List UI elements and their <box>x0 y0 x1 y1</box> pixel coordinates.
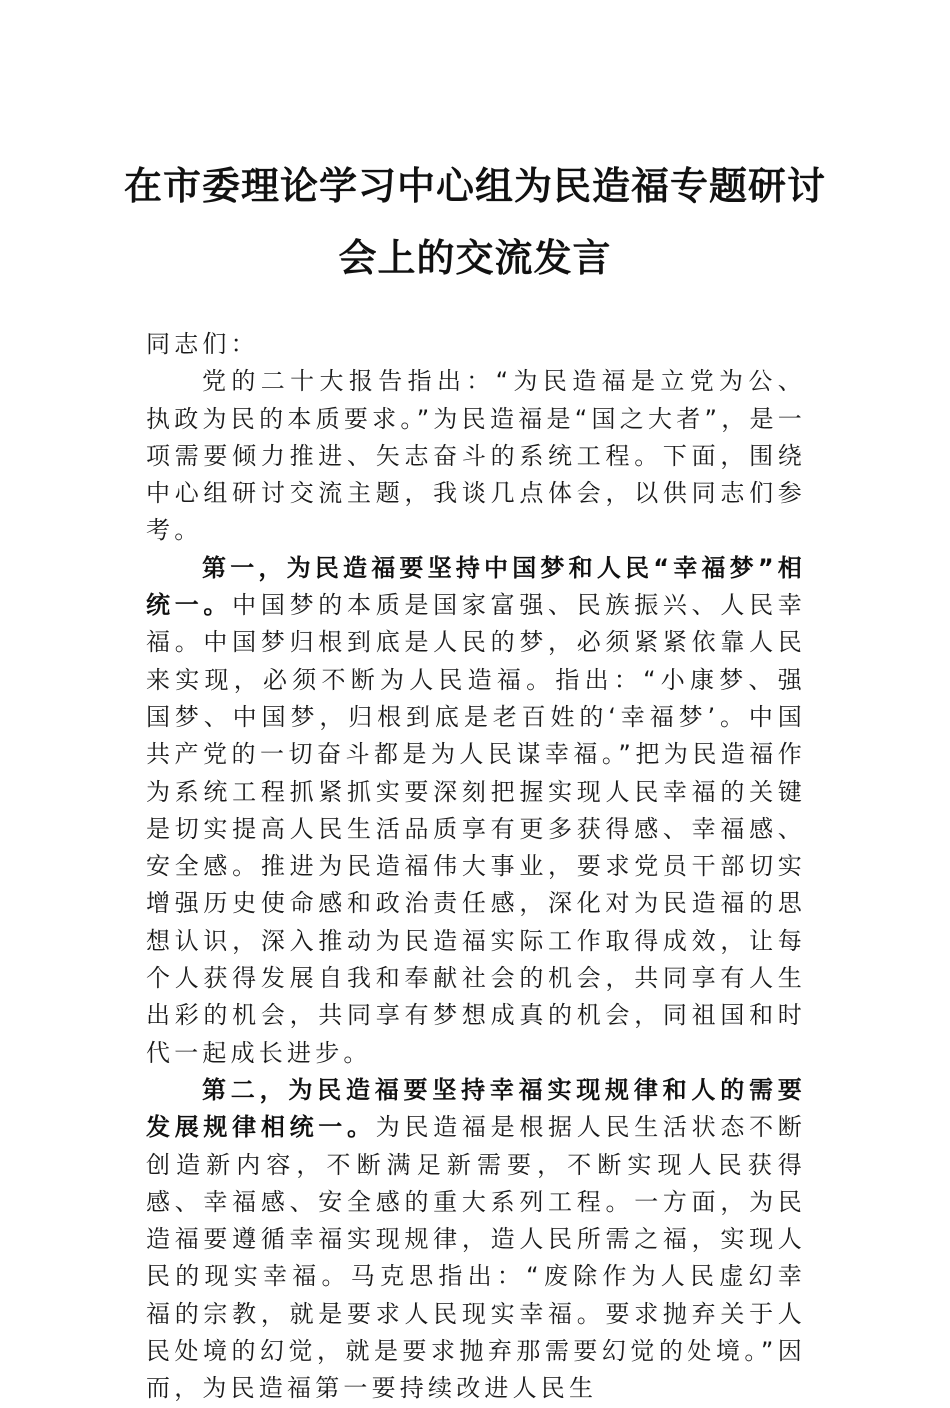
document-title-line-2: 会上的交流发言 <box>338 235 612 280</box>
section-1-lead: 第一，为民造福要坚持中国梦和人民“幸福梦”相统一。 <box>146 553 806 620</box>
section-2-body: 为民造福是根据人民生活状态不断创造新内容，不断满足新需要，不断实现人民获得感、幸福感、安全感的重大系列工程。一方面，为民造福要遵循幸福实现规律，造人民所需之福，实现人民的现实幸福。马克思指出：“废除作为人民虚幻幸福的宗教，就是要求人民现实幸福。要求抛弃关于人民处境的幻觉，就是要求抛弃那需要幻觉的处境。”因而，为民造福第一要持续改进人民生 <box>146 1113 806 1403</box>
salutation: 同志们： <box>146 330 259 358</box>
section-1-paragraph <box>146 550 806 1072</box>
document-title-line-1: 在市委理论学习中心组为民造福专题研讨 <box>123 163 826 208</box>
section-2-paragraph <box>146 1072 806 1408</box>
intro-paragraph: 党的二十大报告指出：“为民造福是立党为公、执政为民的本质要求。”为民造福是“国之大者”，是一项需要倾力推进、矢志奋斗的系统工程。下面，围绕中心组研讨交流主题，我谈几点体会，以供同志们参考。 <box>146 367 806 545</box>
section-2-lead: 第二，为民造福要坚持幸福实现规律和人的需要发展规律相统一。 <box>146 1075 806 1142</box>
document-body <box>146 326 806 1408</box>
section-1-body: 中国梦的本质是国家富强、民族振兴、人民幸福。中国梦归根到底是人民的梦，必须紧紧依靠人民来实现，必须不断为人民造福。指出：“小康梦、强国梦、中国梦，归根到底是老百姓的‘幸福梦’。中国共产党的一切奋斗都是为人民谋幸福。”把为民造福作为系统工程抓紧抓实要深刻把握实现人民幸福的关键是切实提高人民生活品质享有更多获得感、幸福感、安全感。推进为民造福伟大事业，要求党员干部切实增强历史使命感和政治责任感，深化对为民造福的思想认识，深入推动为民造福实际工作取得成效，让每个人获得发展自我和奉献社会的机会，共同享有人生出彩的机会，共同享有梦想成真的机会，同祖国和时代一起成长进步。 <box>146 591 806 1067</box>
